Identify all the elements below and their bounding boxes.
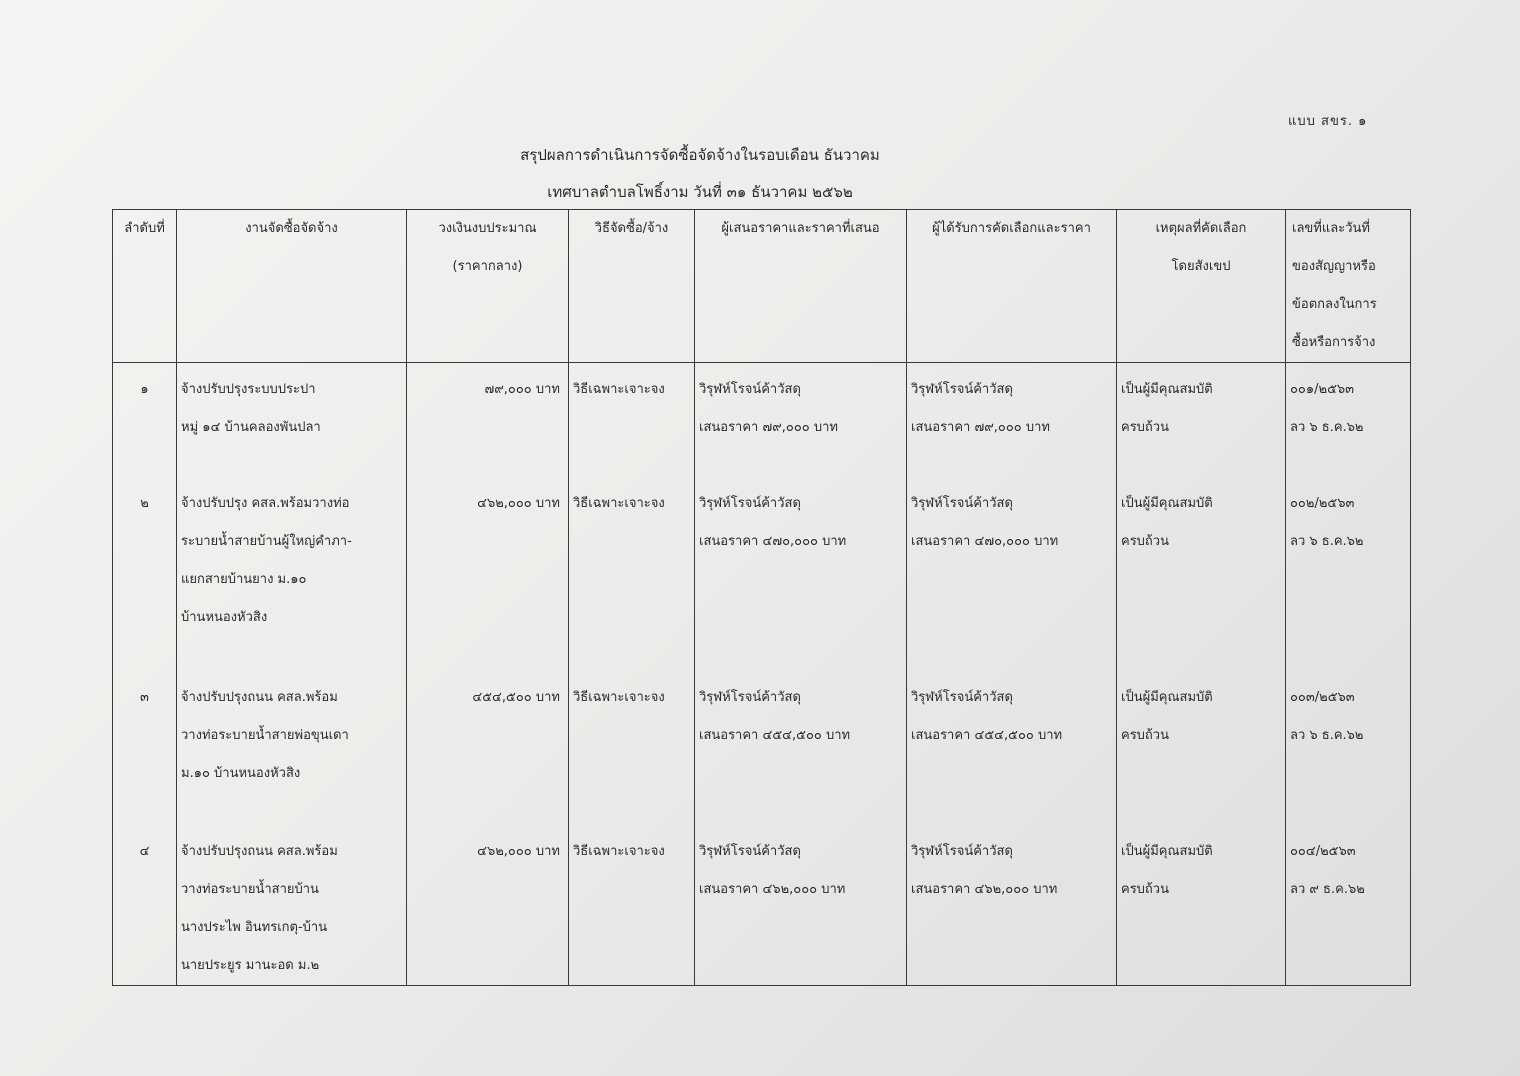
cell-no: ๒ — [113, 481, 177, 675]
cell-reason: เป็นผู้มีคุณสมบัติ ครบถ้วน — [1117, 363, 1286, 482]
table-row — [113, 363, 1411, 482]
cell-no: ๔ — [113, 829, 177, 986]
cell-budget: ๔๕๔,๕๐๐ บาท — [407, 675, 569, 829]
header-no: ลำดับที่ — [113, 210, 177, 363]
header-bidders: ผู้เสนอราคาและราคาที่เสนอ — [695, 210, 907, 363]
cell-winner: วิรุฬห์โรจน์ค้าวัสดุ เสนอราคา ๔๗๐,๐๐๐ บาท — [907, 481, 1117, 675]
cell-method: วิธีเฉพาะเจาะจง — [569, 481, 695, 675]
cell-bidder: วิรุฬห์โรจน์ค้าวัสดุ เสนอราคา ๔๕๔,๕๐๐ บาท — [695, 675, 907, 829]
cell-work: จ้างปรับปรุง คสล.พร้อมวางท่อ ระบายน้ำสายบ้านผู้ใหญ่คำภา- แยกสายบ้านยาง ม.๑๐ บ้านหนองหัวสิง — [177, 481, 407, 675]
header-contract: เลขที่และวันที่ ของสัญญาหรือ ข้อตกลงในการ ซื้อหรือการจ้าง — [1286, 210, 1411, 363]
cell-bidder: วิรุฬห์โรจน์ค้าวัสดุ เสนอราคา ๔๗๐,๐๐๐ บาท — [695, 481, 907, 675]
cell-work: จ้างปรับปรุงถนน คสล.พร้อม วางท่อระบายน้ำสายบ้าน นางประไพ อินทรเกตุ-บ้าน นายประยูร มานะอด ม.๒ — [177, 829, 407, 986]
cell-contract: ๐๐๒/๒๕๖๓ ลว ๖ ธ.ค.๖๒ — [1286, 481, 1411, 675]
document-title: สรุปผลการดำเนินการจัดซื้อจัดจ้างในรอบเดือน ธันวาคม — [520, 146, 880, 164]
cell-contract: ๐๐๑/๒๕๖๓ ลว ๖ ธ.ค.๖๒ — [1286, 363, 1411, 482]
table-row — [113, 481, 1411, 675]
cell-method: วิธีเฉพาะเจาะจง — [569, 675, 695, 829]
header-method: วิธีจัดซื้อ/จ้าง — [569, 210, 695, 363]
document-subtitle: เทศบาลตำบลโพธิ์งาม วันที่ ๓๑ ธันวาคม ๒๕๖๒ — [547, 183, 853, 201]
cell-no: ๑ — [113, 363, 177, 482]
cell-method: วิธีเฉพาะเจาะจง — [569, 829, 695, 986]
header-work: งานจัดซื้อจัดจ้าง — [177, 210, 407, 363]
cell-budget: ๔๖๒,๐๐๐ บาท — [407, 829, 569, 986]
cell-bidder: วิรุฬห์โรจน์ค้าวัสดุ เสนอราคา ๔๖๒,๐๐๐ บาท — [695, 829, 907, 986]
cell-work: จ้างปรับปรุงระบบประปา หมู่ ๑๔ บ้านคลองพันปลา — [177, 363, 407, 482]
cell-method: วิธีเฉพาะเจาะจง — [569, 363, 695, 482]
cell-reason: เป็นผู้มีคุณสมบัติ ครบถ้วน — [1117, 675, 1286, 829]
procurement-table — [112, 209, 1411, 986]
cell-budget: ๗๙,๐๐๐ บาท — [407, 363, 569, 482]
cell-work: จ้างปรับปรุงถนน คสล.พร้อม วางท่อระบายน้ำสายพ่อขุนเดา ม.๑๐ บ้านหนองหัวสิง — [177, 675, 407, 829]
table-row — [113, 675, 1411, 829]
cell-contract: ๐๐๓/๒๕๖๓ ลว ๖ ธ.ค.๖๒ — [1286, 675, 1411, 829]
cell-winner: วิรุฬห์โรจน์ค้าวัสดุ เสนอราคา ๔๕๔,๕๐๐ บาท — [907, 675, 1117, 829]
header-winner: ผู้ได้รับการคัดเลือกและราคา — [907, 210, 1117, 363]
cell-bidder: วิรุฬห์โรจน์ค้าวัสดุ เสนอราคา ๗๙,๐๐๐ บาท — [695, 363, 907, 482]
table-header-row — [113, 210, 1411, 363]
cell-winner: วิรุฬห์โรจน์ค้าวัสดุ เสนอราคา ๗๙,๐๐๐ บาท — [907, 363, 1117, 482]
form-code: แบบ สขร. ๑ — [1288, 114, 1368, 129]
cell-budget: ๔๖๒,๐๐๐ บาท — [407, 481, 569, 675]
table-row — [113, 829, 1411, 986]
cell-reason: เป็นผู้มีคุณสมบัติ ครบถ้วน — [1117, 481, 1286, 675]
header-budget: วงเงินงบประมาณ (ราคากลาง) — [407, 210, 569, 363]
cell-contract: ๐๐๔/๒๕๖๓ ลว ๙ ธ.ค.๖๒ — [1286, 829, 1411, 986]
header-reason: เหตุผลที่คัดเลือก โดยสังเขป — [1117, 210, 1286, 363]
cell-winner: วิรุฬห์โรจน์ค้าวัสดุ เสนอราคา ๔๖๒,๐๐๐ บาท — [907, 829, 1117, 986]
cell-reason: เป็นผู้มีคุณสมบัติ ครบถ้วน — [1117, 829, 1286, 986]
cell-no: ๓ — [113, 675, 177, 829]
